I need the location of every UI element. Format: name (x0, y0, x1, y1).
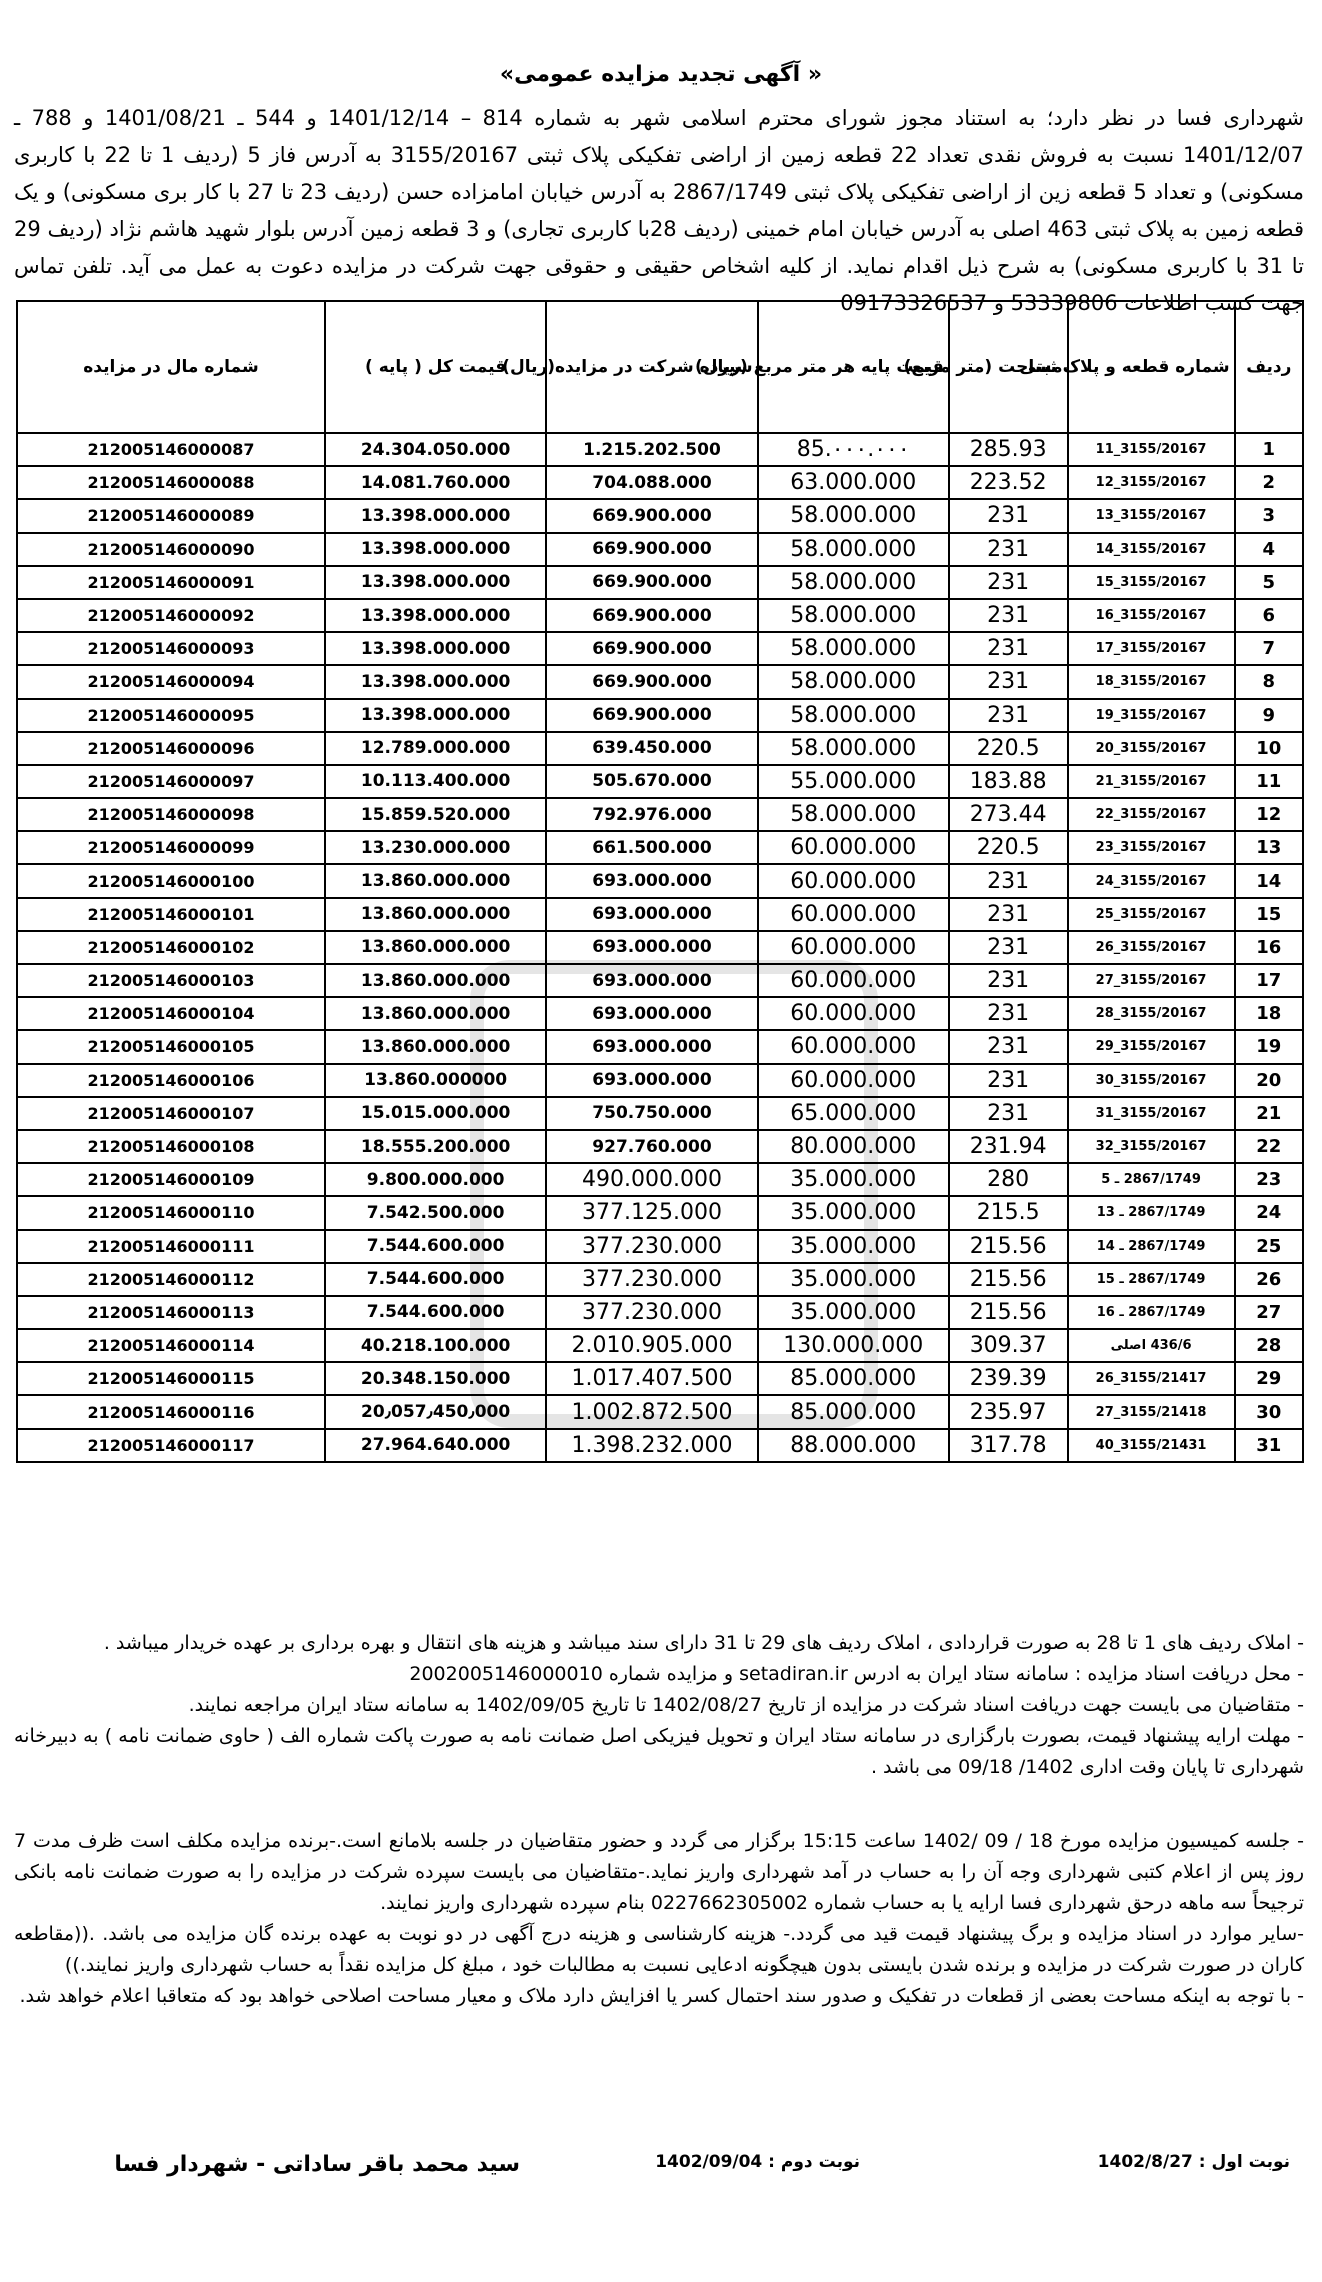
table-row (17, 765, 1303, 798)
cell-area: 220.5 (949, 831, 1068, 864)
cell-auction-code: 212005146000101 (17, 898, 325, 931)
cell-area: 231 (949, 1097, 1068, 1130)
table-row (17, 997, 1303, 1030)
cell-auction-code: 212005146000113 (17, 1296, 325, 1329)
first-publication: نوبت اول : 1402/8/27 (1097, 2152, 1290, 2172)
table-row (17, 964, 1303, 997)
cell-auction-code: 212005146000092 (17, 599, 325, 632)
cell-plate: 3155/20167_16 (1068, 599, 1235, 632)
cell-total-price: 24.304.050.000 (325, 433, 546, 466)
cell-plate: 3155/21417_26 (1068, 1362, 1235, 1395)
cell-auction-code: 212005146000102 (17, 931, 325, 964)
cell-total-price: 10.113.400.000 (325, 765, 546, 798)
cell-area: 215.56 (949, 1263, 1068, 1296)
table-row (17, 1064, 1303, 1097)
cell-row-number: 30 (1235, 1395, 1303, 1428)
cell-row-number: 13 (1235, 831, 1303, 864)
cell-plate: 436/6 اصلی (1068, 1329, 1235, 1362)
cell-auction-code: 212005146000090 (17, 533, 325, 566)
cell-row-number: 2 (1235, 466, 1303, 499)
cell-row-number: 28 (1235, 1329, 1303, 1362)
cell-row-number: 14 (1235, 864, 1303, 897)
conditions-section (14, 1826, 1304, 2012)
cell-base-price: 85.۰۰۰.۰۰۰ (758, 433, 949, 466)
condition-item: - با توجه به اینکه مساحت بعضی از قطعات در تفکیک و صدور سند احتمال کسر یا افزایش دارد ملاک و معیار مساحت اصلاحی خواهد بود که متعاقبا اعلام خواهد شد. (19, 1985, 1304, 2007)
cell-area: 231 (949, 665, 1068, 698)
cell-deposit: 377.230.000 (546, 1263, 757, 1296)
table-row (17, 599, 1303, 632)
cell-total-price: 7.544.600.000 (325, 1263, 546, 1296)
cell-deposit: 669.900.000 (546, 632, 757, 665)
cell-plate: 3155/21431_40 (1068, 1429, 1235, 1462)
cell-auction-code: 212005146000110 (17, 1196, 325, 1229)
cell-total-price: 13.860.000.000 (325, 931, 546, 964)
cell-row-number: 12 (1235, 798, 1303, 831)
cell-area: 231 (949, 997, 1068, 1030)
cell-area: 235.97 (949, 1395, 1068, 1428)
table-row (17, 699, 1303, 732)
cell-auction-code: 212005146000117 (17, 1429, 325, 1462)
table-body (17, 433, 1303, 1462)
cell-base-price: 35.000.000 (758, 1263, 949, 1296)
cell-plate: 3155/20167_29 (1068, 1030, 1235, 1063)
cell-total-price: 13.398.000.000 (325, 699, 546, 732)
cell-row-number: 29 (1235, 1362, 1303, 1395)
cell-deposit: 2.010.905.000 (546, 1329, 757, 1362)
cell-deposit: 750.750.000 (546, 1097, 757, 1130)
cell-deposit: 693.000.000 (546, 898, 757, 931)
table-row (17, 665, 1303, 698)
cell-base-price: 35.000.000 (758, 1163, 949, 1196)
cell-auction-code: 212005146000093 (17, 632, 325, 665)
cell-base-price: 85.000.000 (758, 1362, 949, 1395)
cell-auction-code: 212005146000107 (17, 1097, 325, 1130)
cell-plate: 3155/21418_27 (1068, 1395, 1235, 1428)
cell-auction-code: 212005146000088 (17, 466, 325, 499)
table-row (17, 499, 1303, 532)
cell-auction-code: 212005146000115 (17, 1362, 325, 1395)
cell-deposit: 505.670.000 (546, 765, 757, 798)
cell-plate: 2867/1749 ـ 15 (1068, 1263, 1235, 1296)
cell-deposit: 693.000.000 (546, 997, 757, 1030)
condition-item: -سایر موارد در اسناد مزایده و برگ پیشنهاد قیمت قید می گردد.- هزینه کارشناسی و هزینه درج آگهی در دو نوبت به عهده برنده گان مزایده می باشد. .((مقاطعه کاران در صورت شرکت در مزایده و برنده شدن بایستی بدون هیچگونه ادعایی نسبت به مطالبات خود ، مبلغ کل مزایده نقداً به حساب شهرداری واریز نمایند.)) (14, 1923, 1304, 1976)
cell-deposit: 669.900.000 (546, 699, 757, 732)
cell-total-price: 13.860.000.000 (325, 997, 546, 1030)
table-row (17, 1097, 1303, 1130)
cell-total-price: 12.789.000.000 (325, 732, 546, 765)
cell-total-price: 13.860.000.000 (325, 864, 546, 897)
cell-row-number: 9 (1235, 699, 1303, 732)
cell-base-price: 58.000.000 (758, 499, 949, 532)
cell-base-price: 58.000.000 (758, 632, 949, 665)
cell-auction-code: 212005146000095 (17, 699, 325, 732)
cell-base-price: 60.000.000 (758, 1030, 949, 1063)
cell-deposit: 693.000.000 (546, 864, 757, 897)
table-row (17, 798, 1303, 831)
header-auction-code: شماره مال در مزایده (17, 301, 325, 433)
cell-auction-code: 212005146000109 (17, 1163, 325, 1196)
cell-auction-code: 212005146000108 (17, 1130, 325, 1163)
cell-auction-code: 212005146000096 (17, 732, 325, 765)
table-row (17, 1429, 1303, 1462)
table-row (17, 632, 1303, 665)
cell-plate: 3155/20167_27 (1068, 964, 1235, 997)
cell-base-price: 130.000.000 (758, 1329, 949, 1362)
cell-total-price: 13.398.000.000 (325, 533, 546, 566)
cell-auction-code: 212005146000098 (17, 798, 325, 831)
cell-auction-code: 212005146000087 (17, 433, 325, 466)
cell-total-price: 13.398.000.000 (325, 566, 546, 599)
cell-base-price: 60.000.000 (758, 831, 949, 864)
cell-plate: 3155/20167_21 (1068, 765, 1235, 798)
cell-deposit: 377.230.000 (546, 1230, 757, 1263)
cell-row-number: 17 (1235, 964, 1303, 997)
intro-paragraph (14, 100, 1304, 322)
cell-area: 231 (949, 599, 1068, 632)
cell-plate: 3155/20167_26 (1068, 931, 1235, 964)
cell-plate: 2867/1749 ـ 16 (1068, 1296, 1235, 1329)
cell-row-number: 15 (1235, 898, 1303, 931)
cell-area: 231 (949, 1064, 1068, 1097)
cell-plate: 3155/20167_32 (1068, 1130, 1235, 1163)
cell-auction-code: 212005146000100 (17, 864, 325, 897)
cell-total-price: 40.218.100.000 (325, 1329, 546, 1362)
cell-auction-code: 212005146000104 (17, 997, 325, 1030)
cell-row-number: 27 (1235, 1296, 1303, 1329)
cell-total-price: 7.544.600.000 (325, 1230, 546, 1263)
cell-row-number: 22 (1235, 1130, 1303, 1163)
cell-auction-code: 212005146000089 (17, 499, 325, 532)
cell-deposit: 693.000.000 (546, 1030, 757, 1063)
header-row-number: ردیف (1235, 301, 1303, 433)
table-row (17, 533, 1303, 566)
cell-row-number: 6 (1235, 599, 1303, 632)
cell-plate: 3155/20167_28 (1068, 997, 1235, 1030)
note-item: - املاک ردیف های 1 تا 28 به صورت قراردادی ، املاک ردیف های 29 تا 31 دارای سند میباشد و هزینه های انتقال و بهره برداری بر عهده خریدار میباشد . (103, 1632, 1304, 1654)
cell-base-price: 58.000.000 (758, 732, 949, 765)
cell-base-price: 35.000.000 (758, 1196, 949, 1229)
cell-total-price: 13.230.000.000 (325, 831, 546, 864)
cell-base-price: 60.000.000 (758, 1064, 949, 1097)
cell-row-number: 21 (1235, 1097, 1303, 1130)
cell-area: 231 (949, 632, 1068, 665)
cell-base-price: 60.000.000 (758, 931, 949, 964)
footer (20, 2152, 1300, 2192)
cell-deposit: 377.125.000 (546, 1196, 757, 1229)
notes-section (14, 1628, 1304, 1783)
cell-auction-code: 212005146000091 (17, 566, 325, 599)
cell-area: 215.56 (949, 1230, 1068, 1263)
cell-plate: 3155/20167_31 (1068, 1097, 1235, 1130)
header-base-price: قیمت پایه هر متر مربع (ریال) (758, 301, 949, 433)
cell-area: 231 (949, 864, 1068, 897)
cell-area: 231 (949, 533, 1068, 566)
cell-auction-code: 212005146000105 (17, 1030, 325, 1063)
table-row (17, 831, 1303, 864)
cell-base-price: 80.000.000 (758, 1130, 949, 1163)
cell-total-price: 18.555.200.000 (325, 1130, 546, 1163)
cell-total-price: 13.398.000.000 (325, 499, 546, 532)
cell-base-price: 65.000.000 (758, 1097, 949, 1130)
cell-row-number: 8 (1235, 665, 1303, 698)
cell-total-price: 13.398.000.000 (325, 665, 546, 698)
cell-deposit: 1.017.407.500 (546, 1362, 757, 1395)
cell-row-number: 4 (1235, 533, 1303, 566)
note-item: - متقاضیان می بایست جهت دریافت اسناد شرکت در مزایده از تاریخ 1402/08/27 تا تاریخ 1402/09/05 به سامانه ستاد ایران مراجعه نمایند. (188, 1694, 1304, 1716)
cell-plate: 3155/20167_14 (1068, 533, 1235, 566)
cell-plate: 2867/1749 ـ 13 (1068, 1196, 1235, 1229)
cell-deposit: 927.760.000 (546, 1130, 757, 1163)
cell-auction-code: 212005146000112 (17, 1263, 325, 1296)
cell-area: 231 (949, 499, 1068, 532)
cell-total-price: 27.964.640.000 (325, 1429, 546, 1462)
cell-auction-code: 212005146000099 (17, 831, 325, 864)
cell-row-number: 7 (1235, 632, 1303, 665)
cell-deposit: 669.900.000 (546, 499, 757, 532)
cell-plate: 3155/20167_13 (1068, 499, 1235, 532)
cell-plate: 3155/20167_17 (1068, 632, 1235, 665)
table-row (17, 1163, 1303, 1196)
lots-table (16, 300, 1304, 1463)
cell-auction-code: 212005146000116 (17, 1395, 325, 1428)
header-deposit: سپرده شرکت در مزایده(ریال) (546, 301, 757, 433)
cell-row-number: 3 (1235, 499, 1303, 532)
cell-auction-code: 212005146000103 (17, 964, 325, 997)
cell-area: 273.44 (949, 798, 1068, 831)
cell-area: 215.56 (949, 1296, 1068, 1329)
table-header-row (17, 301, 1303, 433)
cell-area: 220.5 (949, 732, 1068, 765)
cell-total-price: 20٫057٫450٫000 (325, 1395, 546, 1428)
cell-row-number: 10 (1235, 732, 1303, 765)
cell-base-price: 63.000.000 (758, 466, 949, 499)
cell-total-price: 13.860.000000 (325, 1064, 546, 1097)
cell-area: 231 (949, 931, 1068, 964)
notice-title: « آگهی تجدید مزایده عمومی» (499, 62, 823, 87)
cell-auction-code: 212005146000114 (17, 1329, 325, 1362)
header-total-price: قیمت کل ( پایه ) (325, 301, 546, 433)
cell-area: 223.52 (949, 466, 1068, 499)
cell-base-price: 35.000.000 (758, 1296, 949, 1329)
cell-deposit: 792.976.000 (546, 798, 757, 831)
cell-area: 280 (949, 1163, 1068, 1196)
table-row (17, 732, 1303, 765)
cell-total-price: 13.398.000.000 (325, 599, 546, 632)
cell-area: 285.93 (949, 433, 1068, 466)
cell-plate: 3155/20167_18 (1068, 665, 1235, 698)
cell-total-price: 15.859.520.000 (325, 798, 546, 831)
cell-plate: 3155/20167_12 (1068, 466, 1235, 499)
cell-total-price: 14.081.760.000 (325, 466, 546, 499)
cell-plate: 3155/20167_24 (1068, 864, 1235, 897)
cell-base-price: 88.000.000 (758, 1429, 949, 1462)
cell-base-price: 58.000.000 (758, 665, 949, 698)
cell-plate: 3155/20167_11 (1068, 433, 1235, 466)
cell-plate: 3155/20167_20 (1068, 732, 1235, 765)
cell-area: 231 (949, 964, 1068, 997)
cell-base-price: 58.000.000 (758, 699, 949, 732)
cell-total-price: 13.860.000.000 (325, 898, 546, 931)
cell-base-price: 60.000.000 (758, 898, 949, 931)
cell-plate: 3155/20167_19 (1068, 699, 1235, 732)
cell-deposit: 669.900.000 (546, 665, 757, 698)
table-row (17, 931, 1303, 964)
table-row (17, 1230, 1303, 1263)
table-row (17, 1263, 1303, 1296)
cell-area: 231 (949, 898, 1068, 931)
table-row (17, 1030, 1303, 1063)
cell-auction-code: 212005146000097 (17, 765, 325, 798)
cell-area: 317.78 (949, 1429, 1068, 1462)
table-row (17, 433, 1303, 466)
cell-base-price: 58.000.000 (758, 798, 949, 831)
table-row (17, 1196, 1303, 1229)
cell-deposit: 490.000.000 (546, 1163, 757, 1196)
cell-deposit: 1.215.202.500 (546, 433, 757, 466)
intro-text: شهرداری فسا در نظر دارد؛ به استناد مجوز شورای محترم اسلامی شهر به شماره 814 – 1401/12/14 و 544 ـ 1401/08/21 و 788 ـ 1401/12/07 نسبت به فروش نقدی تعداد 22 قطعه زمین از اراضی تفکیکی پلاک ثبتی 3155/20167 به آدرس فاز 5 (ردیف 1 تا 22 با کاربری مسکونی) و تعداد 5 قطعه زین از اراضی تفکیکی پلاک ثبتی 2867/1749 به آدرس خیابان امامزاده حسن (ردیف 23 تا 27 با کار بری مسکونی) و یک قطعه زمین به پلاک ثبتی 463 اصلی به آدرس خیابان امام خمینی (ردیف 28با کاربری تجاری) و 3 قطعه زمین آدرس بلوار شهید هاشم نژاد (ردیف 29 تا 31 با کاربری مسکونی) به شرح ذیل اقدام نماید. از کلیه اشخاص حقیقی و حقوقی جهت شرکت در مزایده دعوت به عمل می آید. تلفن تماس جهت کسب اطلاعات 53339806 و 09173326537 (14, 106, 1305, 315)
cell-auction-code: 212005146000111 (17, 1230, 325, 1263)
cell-row-number: 11 (1235, 765, 1303, 798)
cell-base-price: 58.000.000 (758, 566, 949, 599)
table-row (17, 1362, 1303, 1395)
cell-total-price: 13.398.000.000 (325, 632, 546, 665)
cell-base-price: 35.000.000 (758, 1230, 949, 1263)
cell-auction-code: 212005146000094 (17, 665, 325, 698)
cell-row-number: 31 (1235, 1429, 1303, 1462)
cell-row-number: 16 (1235, 931, 1303, 964)
cell-deposit: 669.900.000 (546, 599, 757, 632)
cell-base-price: 85.000.000 (758, 1395, 949, 1428)
cell-row-number: 18 (1235, 997, 1303, 1030)
cell-total-price: 9.800.000.000 (325, 1163, 546, 1196)
cell-base-price: 60.000.000 (758, 997, 949, 1030)
cell-auction-code: 212005146000106 (17, 1064, 325, 1097)
cell-deposit: 693.000.000 (546, 931, 757, 964)
cell-area: 231.94 (949, 1130, 1068, 1163)
cell-plate: 3155/20167_25 (1068, 898, 1235, 931)
cell-total-price: 13.860.000.000 (325, 1030, 546, 1063)
cell-plate: 2867/1749 ـ 5 (1068, 1163, 1235, 1196)
table-row (17, 898, 1303, 931)
cell-area: 215.5 (949, 1196, 1068, 1229)
cell-area: 231 (949, 1030, 1068, 1063)
cell-row-number: 20 (1235, 1064, 1303, 1097)
cell-base-price: 60.000.000 (758, 964, 949, 997)
table-row (17, 1329, 1303, 1362)
second-publication: نوبت دوم : 1402/09/04 (655, 2152, 860, 2172)
cell-total-price: 7.544.600.000 (325, 1296, 546, 1329)
table-row (17, 566, 1303, 599)
mayor-signature: سید محمد باقر ساداتی - شهردار فسا (114, 2152, 520, 2177)
cell-area: 239.39 (949, 1362, 1068, 1395)
table-row (17, 1296, 1303, 1329)
cell-base-price: 58.000.000 (758, 599, 949, 632)
cell-plate: 3155/20167_30 (1068, 1064, 1235, 1097)
cell-base-price: 60.000.000 (758, 864, 949, 897)
cell-plate: 3155/20167_23 (1068, 831, 1235, 864)
cell-plate: 3155/20167_22 (1068, 798, 1235, 831)
header-plate: شماره قطعه و پلاک ثبتی (1068, 301, 1235, 433)
cell-row-number: 25 (1235, 1230, 1303, 1263)
cell-row-number: 19 (1235, 1030, 1303, 1063)
cell-total-price: 15.015.000.000 (325, 1097, 546, 1130)
cell-total-price: 7.542.500.000 (325, 1196, 546, 1229)
cell-deposit: 639.450.000 (546, 732, 757, 765)
cell-row-number: 23 (1235, 1163, 1303, 1196)
cell-deposit: 1.002.872.500 (546, 1395, 757, 1428)
cell-deposit: 669.900.000 (546, 566, 757, 599)
cell-base-price: 55.000.000 (758, 765, 949, 798)
cell-row-number: 1 (1235, 433, 1303, 466)
cell-plate: 2867/1749 ـ 14 (1068, 1230, 1235, 1263)
cell-deposit: 693.000.000 (546, 1064, 757, 1097)
cell-area: 309.37 (949, 1329, 1068, 1362)
table-row (17, 864, 1303, 897)
cell-total-price: 20.348.150.000 (325, 1362, 546, 1395)
cell-area: 231 (949, 566, 1068, 599)
cell-row-number: 26 (1235, 1263, 1303, 1296)
condition-item: - جلسه کمیسیون مزایده مورخ 18 / 09 /1402 ساعت 15:15 برگزار می گردد و حضور متقاضیان در جلسه بلامانع است.-برنده مزایده مکلف است ظرف مدت 7 روز پس از اعلام کتبی شهرداری وجه آن را به حساب در آمد شهرداری واریز نماید.-متقاضیان می بایست سپرده شرکت در مزایده را به صورت ضمانت نامه بانکی ترجیحاً سه ماهه درحق شهرداری فسا ارایه یا به حساب شماره 0227662305002 بنام سپرده شهرداری واریز نمایند. (14, 1830, 1304, 1914)
table-row (17, 466, 1303, 499)
cell-deposit: 377.230.000 (546, 1296, 757, 1329)
cell-base-price: 58.000.000 (758, 533, 949, 566)
cell-deposit: 669.900.000 (546, 533, 757, 566)
cell-area: 183.88 (949, 765, 1068, 798)
cell-deposit: 704.088.000 (546, 466, 757, 499)
cell-plate: 3155/20167_15 (1068, 566, 1235, 599)
table-row (17, 1395, 1303, 1428)
note-item: - محل دریافت اسناد مزایده : سامانه ستاد ایران به ادرس setadiran.ir و مزایده شماره 2002005146000010 (409, 1663, 1304, 1685)
header-area: مساحت (متر مربع) (949, 301, 1068, 433)
note-item: - مهلت ارایه پیشنهاد قیمت، بصورت بارگزاری در سامانه ستاد ایران و تحویل فیزیکی اصل ضمانت نامه به صورت پاکت شماره الف ( حاوی ضمانت نامه ) به دبیرخانه شهرداری تا پایان وقت اداری 1402/ 09/18 می باشد . (14, 1725, 1304, 1778)
cell-deposit: 1.398.232.000 (546, 1429, 757, 1462)
cell-row-number: 5 (1235, 566, 1303, 599)
cell-deposit: 693.000.000 (546, 964, 757, 997)
cell-deposit: 661.500.000 (546, 831, 757, 864)
cell-total-price: 13.860.000.000 (325, 964, 546, 997)
cell-row-number: 24 (1235, 1196, 1303, 1229)
cell-area: 231 (949, 699, 1068, 732)
table-row (17, 1130, 1303, 1163)
